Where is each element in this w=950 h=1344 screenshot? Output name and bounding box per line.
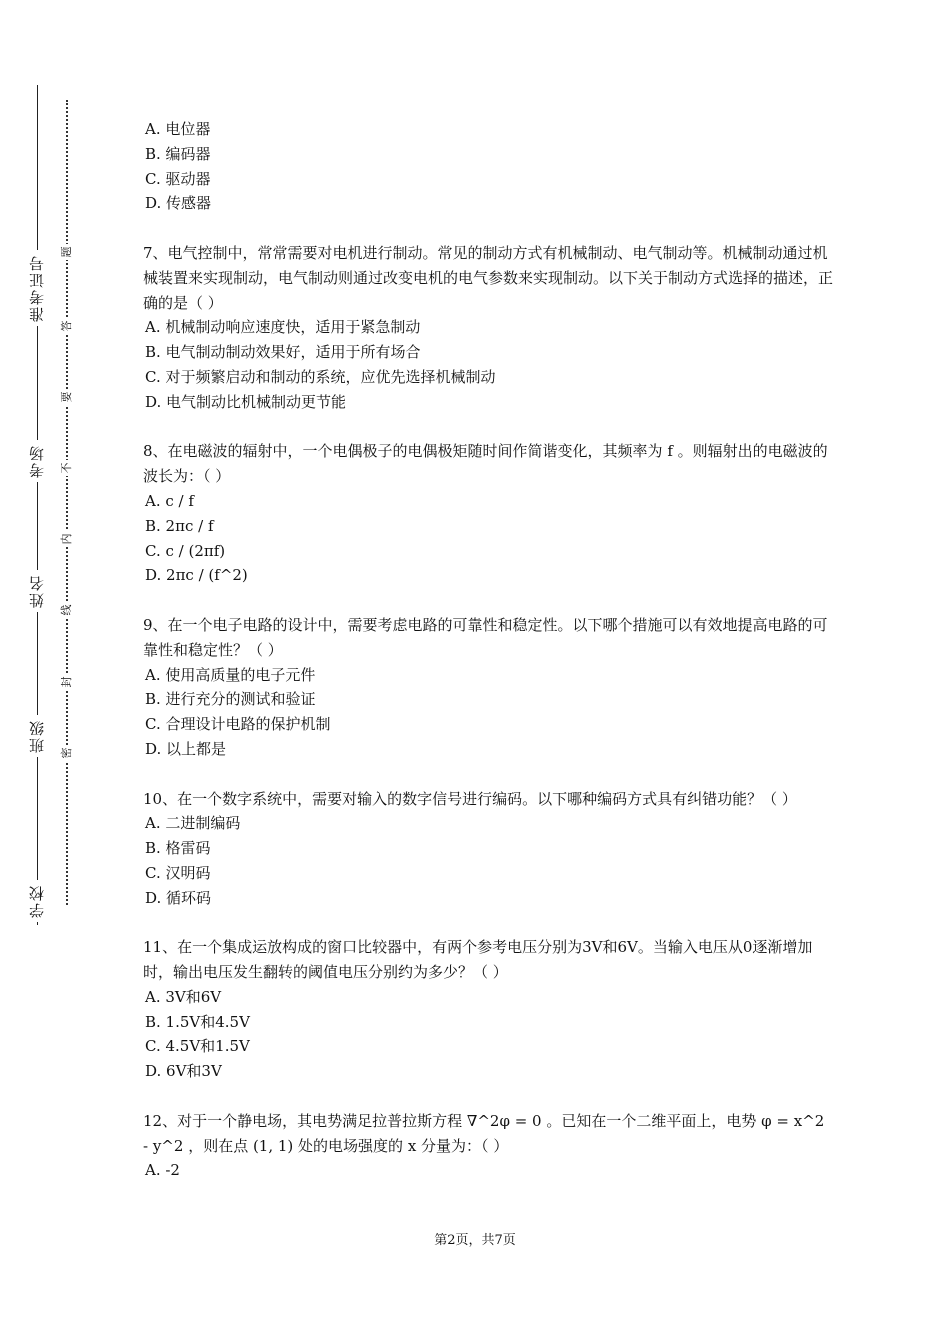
question-10 bbox=[143, 787, 833, 911]
seal-char: 题 bbox=[58, 244, 76, 260]
seal-char: 答 bbox=[58, 318, 76, 334]
seal-char: 不 bbox=[58, 460, 76, 476]
class-field: 班级 bbox=[18, 715, 56, 757]
question-stem: 9、在一个电子电路的设计中，需要考虑电路的可靠性和稳定性。以下哪个措施可以有效地提高电路的可靠性和稳定性？（ ） bbox=[143, 615, 828, 659]
option: C. 合理设计电路的保护机制 bbox=[145, 715, 331, 734]
option: B. 电气制动制动效果好，适用于所有场合 bbox=[145, 343, 421, 362]
question-9 bbox=[143, 613, 833, 762]
option: D. 6V和3V bbox=[145, 1062, 222, 1081]
question-11 bbox=[143, 935, 833, 1084]
exam-id-field: 准考证号 bbox=[18, 250, 56, 326]
option: C. 驱动器 bbox=[145, 169, 211, 188]
question-stem: 7、电气控制中，常常需要对电机进行制动。常见的制动方式有机械制动、电气制动等。机械制动通过机械装置来实现制动，电气制动则通过改变电机的电气参数来实现制动。以下关于制动方式选择的描述，正确的是（ ） bbox=[143, 243, 834, 312]
option: C. 对于频繁启动和制动的系统，应优先选择机械制动 bbox=[145, 367, 496, 386]
seal-char: 封 bbox=[58, 674, 76, 690]
option: C. 汉明码 bbox=[145, 863, 211, 882]
option: A. 3V和6V bbox=[145, 987, 222, 1006]
option: D. 循环码 bbox=[145, 888, 212, 907]
question-12 bbox=[143, 1109, 833, 1183]
question-stem: 12、对于一个静电场，其电势满足拉普拉斯方程 ∇^2φ = 0 。已知在一个二维平面上，电势 φ = x^2 - y^2 ，则在点 (1, 1) 处的电场强度的 x 分量为：（ ） bbox=[143, 1111, 825, 1155]
option: D. 以上都是 bbox=[145, 739, 227, 758]
question-8 bbox=[143, 439, 833, 588]
option: A. -2 bbox=[145, 1161, 180, 1180]
option: B. 2πc / f bbox=[145, 516, 214, 535]
question-stem: 8、在电磁波的辐射中，一个电偶极子的电偶极矩随时间作简谐变化，其频率为 f 。则辐射出的电磁波的波长为：（ ） bbox=[143, 442, 828, 486]
option: A. 使用高质量的电子元件 bbox=[145, 665, 316, 684]
question-content bbox=[143, 117, 833, 1208]
option: D. 2πc / (f^2) bbox=[145, 566, 248, 585]
option: C. 4.5V和1.5V bbox=[145, 1037, 250, 1056]
option: D. 电气制动比机械制动更节能 bbox=[145, 392, 347, 411]
page-number: 第2页，共7页 bbox=[434, 1233, 516, 1248]
option: B. 编码器 bbox=[145, 144, 211, 163]
school-field: 学校 bbox=[18, 880, 56, 922]
option: A. c / f bbox=[145, 491, 194, 510]
option: B. 格雷码 bbox=[145, 839, 211, 858]
seal-char: 线 bbox=[58, 602, 76, 618]
binding-margin bbox=[0, 0, 120, 1344]
option: B. 进行充分的测试和验证 bbox=[145, 690, 316, 709]
option: A. 机械制动响应速度快，适用于紧急制动 bbox=[145, 318, 421, 337]
option: B. 1.5V和4.5V bbox=[145, 1012, 250, 1031]
question-stem: 10、在一个数字系统中，需要对输入的数字信号进行编码。以下哪种编码方式具有纠错功能？（ ） bbox=[143, 789, 797, 808]
question-7 bbox=[143, 241, 833, 415]
name-field: 姓名 bbox=[18, 570, 56, 612]
binding-line bbox=[37, 85, 38, 925]
option: D. 传感器 bbox=[145, 194, 212, 213]
seal-char: 要 bbox=[58, 389, 76, 405]
option: A. 电位器 bbox=[145, 120, 211, 138]
question-stem: 11、在一个集成运放构成的窗口比较器中，有两个参考电压分别为3V和6V。当输入电压从0逐渐增加时，输出电压发生翻转的阈值电压分别约为多少？（ ） bbox=[143, 938, 813, 982]
exam-room-field: 考场 bbox=[18, 440, 56, 482]
seal-dotted-line bbox=[66, 100, 68, 905]
question-partial bbox=[143, 117, 833, 216]
seal-char: 内 bbox=[58, 531, 76, 547]
option: A. 二进制编码 bbox=[145, 814, 241, 833]
seal-char: 密 bbox=[58, 745, 76, 761]
option: C. c / (2πf) bbox=[145, 541, 226, 560]
